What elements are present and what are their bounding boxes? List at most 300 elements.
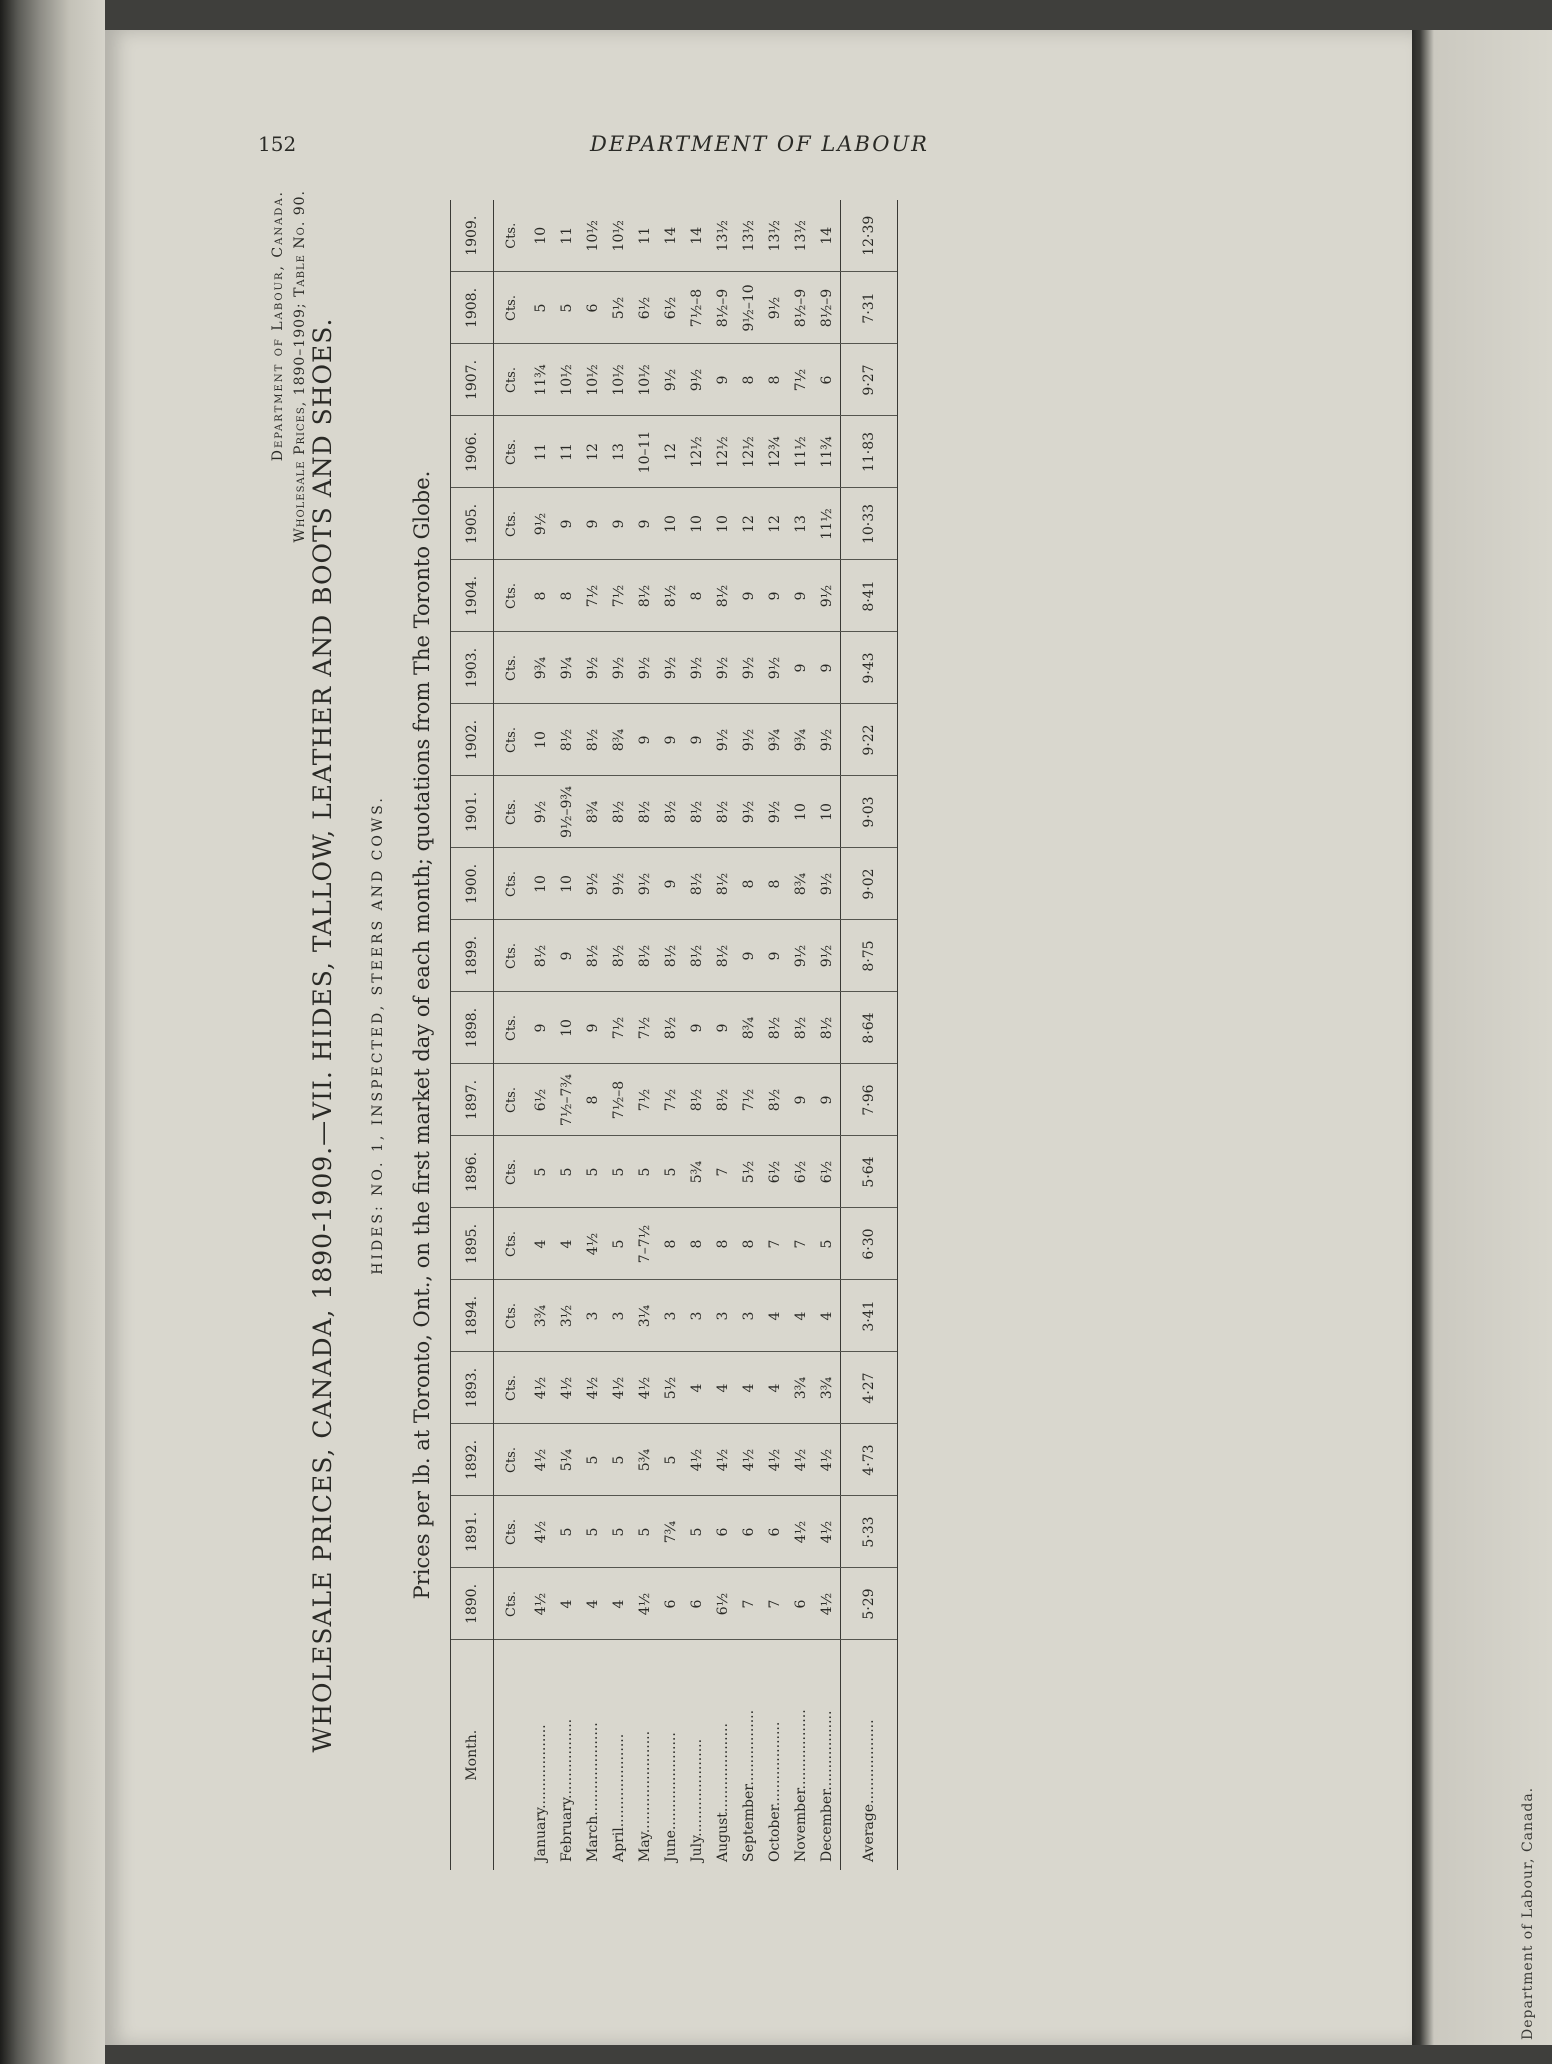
- price-cell: 9½: [632, 848, 658, 920]
- average-cell: 4·73: [841, 1424, 898, 1496]
- month-cell: June......................: [663, 1732, 679, 1862]
- price-cell: 5: [580, 1136, 606, 1208]
- prices-note: Prices per lb. at Toronto, Ont., on the first market day of each month; quotations from The Toronto Globe.: [410, 470, 434, 1600]
- price-cell: 9¼: [554, 632, 580, 704]
- average-cell: 12·39: [841, 200, 898, 272]
- price-cell: 8½: [606, 920, 632, 992]
- price-cell: 9: [736, 920, 762, 992]
- year-header: 1905.: [451, 488, 494, 560]
- unit-cell: Cts.: [494, 1352, 529, 1424]
- price-cell: 8¾: [606, 704, 632, 776]
- average-cell: 7·96: [841, 1064, 898, 1136]
- year-header: 1900.: [451, 848, 494, 920]
- price-cell: 8: [736, 1208, 762, 1280]
- price-cell: 9½: [632, 632, 658, 704]
- price-cell: 11¾: [528, 344, 554, 416]
- price-cell: 5¾: [684, 1136, 710, 1208]
- price-cell: 7: [788, 1208, 814, 1280]
- price-cell: 5: [554, 1496, 580, 1568]
- unit-cell: Cts.: [494, 488, 529, 560]
- unit-cell: Cts.: [494, 1136, 529, 1208]
- price-cell: 6: [762, 1496, 788, 1568]
- price-cell: 7½: [606, 992, 632, 1064]
- unit-cell: Cts.: [494, 1208, 529, 1280]
- unit-cell: Cts.: [494, 560, 529, 632]
- month-cell: August....................: [715, 1723, 731, 1862]
- price-cell: 9½: [814, 920, 841, 992]
- price-cell: 8: [684, 560, 710, 632]
- price-cell: 4½: [684, 1424, 710, 1496]
- table-row: [528, 200, 554, 1870]
- price-cell: 9: [658, 704, 684, 776]
- price-cell: 4½: [606, 1352, 632, 1424]
- price-cell: 10: [814, 776, 841, 848]
- price-cell: 6½: [632, 272, 658, 344]
- price-cell: 5: [580, 1424, 606, 1496]
- price-cell: 8½: [762, 1064, 788, 1136]
- price-cell: 12½: [684, 416, 710, 488]
- price-cell: 8½: [762, 992, 788, 1064]
- price-cell: 3¾: [528, 1280, 554, 1352]
- price-cell: 8: [736, 344, 762, 416]
- price-cell: 10½: [580, 344, 606, 416]
- table-body: [494, 200, 898, 1870]
- price-cell: 9½: [814, 704, 841, 776]
- units-blank: [494, 1640, 529, 1870]
- price-cell: 4: [606, 1568, 632, 1640]
- average-cell: 9·22: [841, 704, 898, 776]
- price-cell: 9½: [658, 344, 684, 416]
- month-cell: September.................: [741, 1709, 757, 1862]
- reference-line-2: Wholesale Prices, 1890–1909; Table No. 90.: [292, 190, 308, 543]
- average-cell: 9·27: [841, 344, 898, 416]
- price-cell: 6: [658, 1568, 684, 1640]
- price-cell: 9½: [684, 344, 710, 416]
- price-cell: 4½: [528, 1568, 554, 1640]
- month-cell: January...................: [533, 1724, 549, 1862]
- price-cell: 12: [736, 488, 762, 560]
- price-cell: 9: [580, 992, 606, 1064]
- year-header: 1909.: [451, 200, 494, 272]
- price-cell: 9: [684, 992, 710, 1064]
- table-row: [606, 200, 632, 1870]
- price-cell: 6½: [710, 1568, 736, 1640]
- price-cell: 8½: [710, 920, 736, 992]
- price-cell: 14: [814, 200, 841, 272]
- average-cell: 6·30: [841, 1208, 898, 1280]
- year-header: 1908.: [451, 272, 494, 344]
- price-cell: 9½: [762, 272, 788, 344]
- table-row: [684, 200, 710, 1870]
- price-cell: 11: [632, 200, 658, 272]
- month-cell: October...................: [767, 1721, 783, 1862]
- price-cell: 4½: [528, 1424, 554, 1496]
- year-header: 1895.: [451, 1208, 494, 1280]
- price-cell: 9½: [762, 632, 788, 704]
- price-cell: 4: [554, 1568, 580, 1640]
- price-cell: 6½: [762, 1136, 788, 1208]
- price-cell: 4½: [580, 1208, 606, 1280]
- price-cell: 12¾: [762, 416, 788, 488]
- price-cell: 8: [710, 1208, 736, 1280]
- price-cell: 5: [658, 1136, 684, 1208]
- price-cell: 8½: [632, 776, 658, 848]
- price-cell: 3½: [554, 1280, 580, 1352]
- price-cell: 3: [710, 1280, 736, 1352]
- price-cell: 13½: [736, 200, 762, 272]
- month-cell: November..................: [793, 1709, 809, 1862]
- year-header: 1901.: [451, 776, 494, 848]
- average-cell: 5·29: [841, 1568, 898, 1640]
- price-cell: 4½: [814, 1496, 841, 1568]
- price-cell: 9¾: [528, 632, 554, 704]
- price-cell: 8½–9: [814, 272, 841, 344]
- price-cell: 4: [762, 1352, 788, 1424]
- average-cell: 5·33: [841, 1496, 898, 1568]
- unit-cell: Cts.: [494, 1064, 529, 1136]
- price-cell: 9: [788, 632, 814, 704]
- price-cell: 9: [632, 704, 658, 776]
- price-cell: 9½: [684, 632, 710, 704]
- price-cell: 3: [684, 1280, 710, 1352]
- price-cell: 9½: [710, 704, 736, 776]
- price-cell: 7: [762, 1208, 788, 1280]
- price-cell: 5½: [736, 1136, 762, 1208]
- price-cell: 11: [528, 416, 554, 488]
- price-cell: 9: [554, 488, 580, 560]
- price-cell: 9: [632, 488, 658, 560]
- price-cell: 7½–8: [684, 272, 710, 344]
- price-cell: 8½: [554, 704, 580, 776]
- price-cell: 4: [684, 1352, 710, 1424]
- unit-cell: Cts.: [494, 416, 529, 488]
- price-cell: 14: [658, 200, 684, 272]
- price-cell: 4½: [814, 1424, 841, 1496]
- price-cell: 9: [788, 1064, 814, 1136]
- price-cell: 6: [788, 1568, 814, 1640]
- price-cell: 7–7½: [632, 1208, 658, 1280]
- page-number: 152: [258, 132, 297, 156]
- price-cell: 8½: [684, 776, 710, 848]
- price-cell: 8½: [710, 848, 736, 920]
- price-cell: 3¾: [788, 1352, 814, 1424]
- price-cell: 9: [814, 1064, 841, 1136]
- price-cell: 10: [710, 488, 736, 560]
- price-cell: 8: [684, 1208, 710, 1280]
- unit-cell: Cts.: [494, 1280, 529, 1352]
- price-cell: 4½: [528, 1496, 554, 1568]
- price-cell: 9½: [710, 632, 736, 704]
- price-cell: 8: [762, 344, 788, 416]
- price-cell: 9½–9¾: [554, 776, 580, 848]
- price-cell: 5½: [606, 272, 632, 344]
- price-cell: 8½: [658, 776, 684, 848]
- unit-cell: Cts.: [494, 1496, 529, 1568]
- price-cell: 9: [580, 488, 606, 560]
- price-cell: 10½: [606, 200, 632, 272]
- price-cell: 10: [658, 488, 684, 560]
- price-cell: 7½: [580, 560, 606, 632]
- price-cell: 4½: [632, 1352, 658, 1424]
- price-cell: 8½: [580, 920, 606, 992]
- price-cell: 12: [580, 416, 606, 488]
- table-row: [580, 200, 606, 1870]
- unit-cell: Cts.: [494, 992, 529, 1064]
- price-cell: 9¾: [762, 704, 788, 776]
- price-cell: 9½: [528, 488, 554, 560]
- price-cell: 11: [554, 200, 580, 272]
- price-cell: 8: [736, 848, 762, 920]
- year-header: 1890.: [451, 1568, 494, 1640]
- price-cell: 8½: [710, 776, 736, 848]
- rotated-table-block: [250, 190, 1110, 1880]
- price-cell: 3: [658, 1280, 684, 1352]
- price-cell: 9½: [788, 920, 814, 992]
- year-header: 1897.: [451, 1064, 494, 1136]
- price-cell: 11½: [788, 416, 814, 488]
- running-head: DEPARTMENT OF LABOUR: [590, 132, 929, 156]
- average-label: Average...................: [841, 1640, 898, 1870]
- price-cell: 10: [528, 704, 554, 776]
- price-cell: 12: [762, 488, 788, 560]
- price-cell: 10½: [580, 200, 606, 272]
- table-row: [710, 200, 736, 1870]
- price-cell: 9½: [736, 776, 762, 848]
- price-cell: 5: [658, 1424, 684, 1496]
- month-cell: July......................: [689, 1738, 705, 1862]
- price-cell: 9: [736, 560, 762, 632]
- price-cell: 4: [554, 1208, 580, 1280]
- price-cell: 7¾: [658, 1496, 684, 1568]
- price-cell: 8½: [632, 920, 658, 992]
- price-cell: 5: [554, 1136, 580, 1208]
- price-cell: 4: [762, 1280, 788, 1352]
- price-cell: 7½: [736, 1064, 762, 1136]
- price-cell: 9½: [528, 776, 554, 848]
- price-cell: 8: [528, 560, 554, 632]
- price-cell: 10: [788, 776, 814, 848]
- price-cell: 4½: [580, 1352, 606, 1424]
- price-cell: 5: [632, 1496, 658, 1568]
- price-cell: 6: [736, 1496, 762, 1568]
- price-cell: 5: [606, 1424, 632, 1496]
- price-cell: 10½: [632, 344, 658, 416]
- price-cell: 4½: [710, 1424, 736, 1496]
- price-cell: 8¾: [580, 776, 606, 848]
- unit-cell: Cts.: [494, 344, 529, 416]
- price-cell: 10: [528, 200, 554, 272]
- price-cell: 4½: [528, 1352, 554, 1424]
- price-cell: 13½: [788, 200, 814, 272]
- table-row: [788, 200, 814, 1870]
- month-cell: March.....................: [585, 1722, 601, 1862]
- price-cell: 3: [736, 1280, 762, 1352]
- average-cell: 9·43: [841, 632, 898, 704]
- price-cell: 9: [788, 560, 814, 632]
- price-cell: 8½: [632, 560, 658, 632]
- price-cell: 5: [528, 1136, 554, 1208]
- price-cell: 12: [658, 416, 684, 488]
- average-cell: 5·64: [841, 1136, 898, 1208]
- price-cell: 13: [606, 416, 632, 488]
- price-cell: 8½: [710, 560, 736, 632]
- price-cell: 8: [580, 1064, 606, 1136]
- price-cell: 7½: [658, 1064, 684, 1136]
- average-cell: 4·27: [841, 1352, 898, 1424]
- price-cell: 9½: [814, 560, 841, 632]
- next-page-edge: [1412, 30, 1552, 2045]
- price-cell: 8: [554, 560, 580, 632]
- price-cell: 10: [528, 848, 554, 920]
- price-cell: 8½: [684, 848, 710, 920]
- table-row: [762, 200, 788, 1870]
- month-cell: May.......................: [637, 1730, 653, 1862]
- price-cell: 9½: [580, 632, 606, 704]
- price-cell: 5: [580, 1496, 606, 1568]
- month-cell: February..................: [559, 1718, 575, 1862]
- price-cell: 13½: [762, 200, 788, 272]
- unit-cell: Cts.: [494, 848, 529, 920]
- price-cell: 9: [658, 848, 684, 920]
- unit-cell: Cts.: [494, 200, 529, 272]
- price-cell: 9½: [658, 632, 684, 704]
- price-cell: 5½: [658, 1352, 684, 1424]
- price-cell: 9: [528, 992, 554, 1064]
- price-cell: 8½: [580, 704, 606, 776]
- table-subtitle: HIDES: NO. 1, INSPECTED, STEERS AND COWS.: [370, 795, 386, 1275]
- unit-cell: Cts.: [494, 704, 529, 776]
- average-row: [841, 200, 898, 1870]
- price-cell: 4: [814, 1280, 841, 1352]
- price-cell: 9: [710, 344, 736, 416]
- price-cell: 8½: [814, 992, 841, 1064]
- price-cell: 5: [684, 1496, 710, 1568]
- average-cell: 8·41: [841, 560, 898, 632]
- price-cell: 6½: [658, 272, 684, 344]
- year-header: 1907.: [451, 344, 494, 416]
- price-cell: 4: [580, 1568, 606, 1640]
- price-cell: 3¼: [632, 1280, 658, 1352]
- price-cell: 9: [684, 704, 710, 776]
- price-cell: 9: [762, 920, 788, 992]
- price-cell: 6½: [814, 1136, 841, 1208]
- price-cell: 8: [658, 1208, 684, 1280]
- price-cell: 9: [554, 920, 580, 992]
- price-cell: 4½: [632, 1568, 658, 1640]
- price-cell: 4: [528, 1208, 554, 1280]
- price-cell: 7: [762, 1568, 788, 1640]
- price-cell: 8¾: [788, 848, 814, 920]
- table-row: [554, 200, 580, 1870]
- price-cell: 5: [528, 272, 554, 344]
- price-cell: 6½: [788, 1136, 814, 1208]
- price-cell: 4½: [736, 1424, 762, 1496]
- price-cell: 8½: [606, 776, 632, 848]
- year-header: 1898.: [451, 992, 494, 1064]
- price-cell: 11½: [814, 488, 841, 560]
- year-header: 1894.: [451, 1280, 494, 1352]
- price-cell: 8½: [658, 920, 684, 992]
- price-cell: 4: [710, 1352, 736, 1424]
- price-cell: 5: [814, 1208, 841, 1280]
- price-cell: 9½: [814, 848, 841, 920]
- table-row: [658, 200, 684, 1870]
- price-cell: 10½: [606, 344, 632, 416]
- year-header: 1896.: [451, 1136, 494, 1208]
- price-cell: 9½–10: [736, 272, 762, 344]
- month-header: Month.: [451, 1640, 494, 1870]
- price-cell: 14: [684, 200, 710, 272]
- reference-line-1: Department of Labour, Canada.: [270, 190, 286, 462]
- price-cell: 7½: [606, 560, 632, 632]
- price-cell: 3: [606, 1280, 632, 1352]
- price-cell: 9½: [606, 848, 632, 920]
- price-cell: 8½: [684, 1064, 710, 1136]
- price-cell: 9½: [762, 776, 788, 848]
- table-row: [632, 200, 658, 1870]
- unit-cell: Cts.: [494, 776, 529, 848]
- price-cell: 4: [736, 1352, 762, 1424]
- price-cell: 8½: [658, 992, 684, 1064]
- price-cell: 9: [814, 632, 841, 704]
- unit-cell: Cts.: [494, 1568, 529, 1640]
- table-title: WHOLESALE PRICES, CANADA, 1890-1909.—VII. HIDES, TALLOW, LEATHER AND BOOTS AND SHOES.: [308, 317, 337, 1753]
- price-cell: 4½: [788, 1496, 814, 1568]
- year-header: 1902.: [451, 704, 494, 776]
- price-cell: 6: [814, 344, 841, 416]
- price-cell: 6½: [528, 1064, 554, 1136]
- price-table: [450, 200, 898, 1870]
- average-cell: 9·03: [841, 776, 898, 848]
- average-cell: 11·83: [841, 416, 898, 488]
- price-cell: 10–11: [632, 416, 658, 488]
- price-cell: 7½–7¾: [554, 1064, 580, 1136]
- average-cell: 8·75: [841, 920, 898, 992]
- price-cell: 8: [762, 848, 788, 920]
- price-cell: 5: [632, 1136, 658, 1208]
- price-cell: 4½: [788, 1424, 814, 1496]
- unit-cell: Cts.: [494, 272, 529, 344]
- unit-cell: Cts.: [494, 1424, 529, 1496]
- average-cell: 10·33: [841, 488, 898, 560]
- price-cell: 9½: [580, 848, 606, 920]
- price-cell: 5¾: [632, 1424, 658, 1496]
- unit-cell: Cts.: [494, 920, 529, 992]
- price-cell: 9½: [606, 632, 632, 704]
- average-cell: 9·02: [841, 848, 898, 920]
- price-cell: 8½: [710, 1064, 736, 1136]
- price-cell: 9½: [736, 704, 762, 776]
- price-cell: 5: [554, 272, 580, 344]
- next-page-text: Department of Labour, Canada.: [1520, 1786, 1536, 2040]
- price-cell: 3: [580, 1280, 606, 1352]
- year-header: 1893.: [451, 1352, 494, 1424]
- month-cell: April.....................: [611, 1733, 627, 1862]
- price-cell: 11: [554, 416, 580, 488]
- average-cell: 8·64: [841, 992, 898, 1064]
- price-cell: 5¼: [554, 1424, 580, 1496]
- unit-cell: Cts.: [494, 632, 529, 704]
- header-row: [451, 200, 494, 1870]
- table-row: [814, 200, 841, 1870]
- price-cell: 9: [710, 992, 736, 1064]
- price-cell: 8½–9: [788, 272, 814, 344]
- units-row: [494, 200, 529, 1870]
- year-header: 1906.: [451, 416, 494, 488]
- price-cell: 10: [554, 992, 580, 1064]
- price-cell: 4½: [554, 1352, 580, 1424]
- price-cell: 8½: [658, 560, 684, 632]
